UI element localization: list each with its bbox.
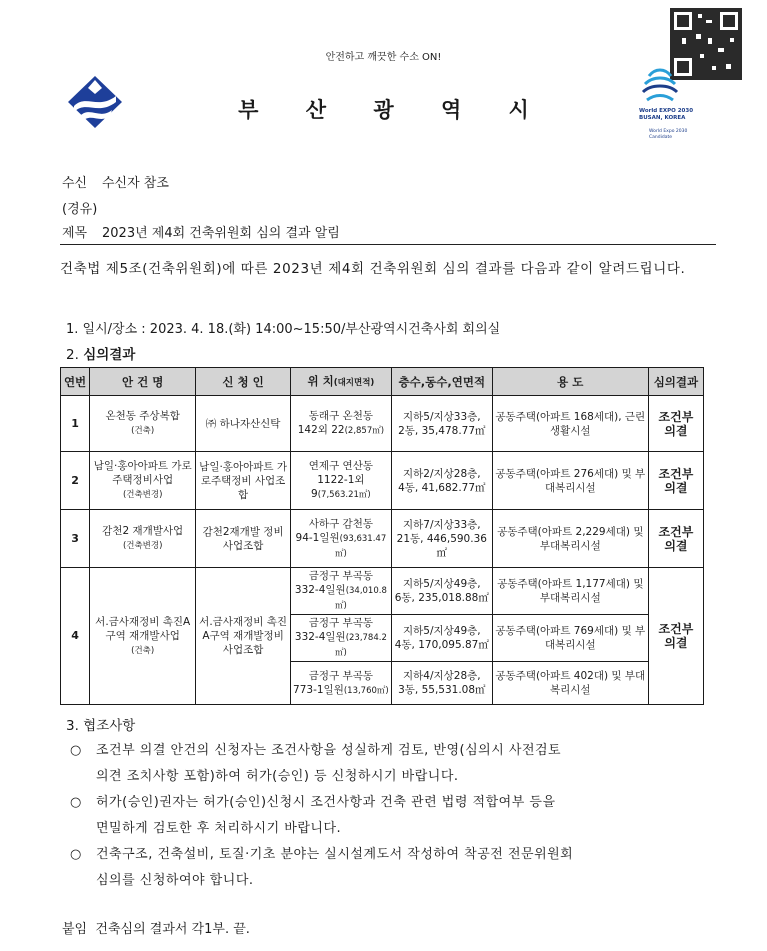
bullet-circle-icon: ○	[70, 847, 82, 862]
row-bldg: 3동, 55,531.08㎡	[398, 684, 486, 696]
row-name-note: (건축)	[131, 426, 155, 436]
row-name	[90, 510, 196, 568]
row-area: (2,857㎡)	[344, 426, 385, 436]
row-use: 공동주택(아파트 276세대) 및 부대복리시설	[492, 452, 648, 510]
table-row	[61, 396, 704, 452]
intro-paragraph: 건축법 제5조(건축위원회)에 따른 2023년 제4회 건축위원회 심의 결과를 다음과 같이 알려드립니다.	[60, 261, 686, 277]
row-location	[290, 615, 391, 662]
col-header-location-main: 위 치	[307, 373, 334, 388]
table-row	[61, 568, 704, 615]
row-location-text: 금정구 부곡동	[308, 617, 373, 629]
row-applicant: ㈜ 하나자산신탁	[196, 396, 291, 452]
row-result: 조건부 의결	[648, 568, 703, 705]
row-name-note: (건축변경)	[122, 541, 163, 551]
row-applicant: 남일·홍아아파트 가로주택정비 사업조합	[196, 452, 291, 510]
row-use: 공동주택(아파트 769세대) 및 부대복리시설	[492, 615, 648, 662]
col-header-name: 안 건 명	[90, 368, 196, 396]
attachment-label: 붙임	[62, 922, 88, 937]
coop-item-line1: 건축구조, 건축설비, 토질·기초 분야는 실시설계도서 작성하여 착공전 전문위원회	[96, 847, 574, 862]
row-bldg: 21동, 446,590.36㎡	[396, 532, 487, 559]
row-no: 2	[61, 452, 90, 510]
row-name-note: (건축)	[131, 645, 155, 656]
row-name	[90, 396, 196, 452]
row-lot: 773-1일원	[293, 683, 344, 696]
col-header-result: 심의결과	[648, 368, 703, 396]
row-use: 공동주택(아파트 2,229세대) 및 부대복리시설	[492, 510, 648, 568]
attachment-text: 건축심의 결과서 각1부. 끝.	[95, 922, 250, 937]
row-bldg: 4동, 41,682.77㎡	[398, 481, 486, 494]
row-area: (23,784.2㎡)	[334, 633, 387, 658]
row-floors	[391, 396, 492, 452]
slogan: 안전하고 깨끗한 수소 ON!	[325, 52, 442, 63]
col-header-location-sub: (대지면적)	[333, 377, 375, 388]
row-lot: 1122-1외 9	[311, 474, 365, 500]
coop-item-line2: 면밀하게 검토한 후 처리하시기 바랍니다.	[96, 821, 342, 836]
row-floors	[391, 568, 492, 615]
row-name-text: 서.금사재정비 촉진A구역 재개발사업	[95, 615, 191, 642]
bullet-circle-icon: ○	[70, 795, 82, 810]
row-lot: 142외 22	[297, 424, 345, 436]
row-no: 4	[61, 568, 90, 705]
table-row	[61, 510, 704, 568]
organization-title: 부 산 광 역 시	[238, 98, 549, 122]
row-floors	[391, 452, 492, 510]
row-bldg: 2동, 35,478.77㎡	[398, 424, 486, 437]
section-title: 심의결과	[83, 347, 136, 363]
bullet-circle-icon: ○	[70, 743, 82, 758]
row-no: 3	[61, 510, 90, 568]
row-area: (13,760㎡)	[343, 685, 389, 696]
table-row	[61, 452, 704, 510]
row-use: 공동주택(아파트 168세대), 근린생활시설	[492, 396, 648, 452]
subject-line	[62, 222, 340, 241]
review-results-table	[60, 367, 704, 705]
coop-item-line2: 의견 조치사항 포함)하여 허가(승인) 등 신청하시기 바랍니다.	[96, 769, 459, 784]
row-applicant: 서.금사재정비 촉진A구역 재개발정비 사업조합	[196, 568, 291, 705]
row-floors-text: 지하2/지상28층,	[402, 467, 481, 480]
col-header-location	[290, 368, 391, 396]
row-floors	[391, 615, 492, 662]
row-area: (93,631.47㎡)	[334, 533, 387, 559]
row-location-text: 연제구 연산동	[308, 460, 373, 472]
coop-item	[70, 842, 720, 894]
via-label: (경유)	[62, 202, 98, 217]
row-bldg: 6동, 235,018.88㎡	[394, 592, 489, 604]
row-area: (34,010.8㎡)	[334, 586, 387, 611]
date-place-line: 1. 일시/장소 : 2023. 4. 18.(화) 14:00~15:50/부산광역시건축사회 회의실	[66, 322, 501, 337]
row-location	[290, 662, 391, 705]
row-location	[290, 568, 391, 615]
row-location	[290, 396, 391, 452]
row-applicant: 감천2재개발 정비사업조합	[196, 510, 291, 568]
col-header-use: 용 도	[492, 368, 648, 396]
subject-value: 2023년 제4회 건축위원회 심의 결과 알림	[102, 226, 340, 241]
section-review-results	[66, 343, 135, 363]
section-number: 2.	[66, 347, 79, 363]
section-cooperation: 3. 협조사항	[66, 718, 136, 734]
col-header-no: 연번	[61, 368, 90, 396]
coop-item	[70, 790, 720, 842]
row-floors	[391, 510, 492, 568]
row-location	[290, 510, 391, 568]
row-lot: 94-1일원	[295, 531, 340, 544]
row-area: (7,563.21㎡)	[317, 490, 371, 500]
header-divider	[60, 244, 716, 245]
recipient-line	[62, 172, 169, 191]
row-location-text: 사하구 감천동	[308, 517, 373, 530]
row-floors-text: 지하4/지상28층,	[402, 670, 481, 682]
row-lot: 332-4일원	[294, 584, 346, 596]
col-header-floors: 층수,동수,연면적	[391, 368, 492, 396]
row-name-note: (건축변경)	[122, 490, 163, 500]
coop-item-line2: 심의를 신청하여야 합니다.	[96, 873, 254, 888]
row-lot: 332-4일원	[294, 631, 346, 643]
row-result: 조건부 의결	[648, 510, 703, 568]
row-floors-text: 지하5/지상49층,	[402, 578, 481, 590]
world-expo-logo	[635, 62, 699, 146]
row-floors-text: 지하7/지상33층,	[402, 518, 481, 531]
row-result: 조건부 의결	[648, 452, 703, 510]
table-header-row	[61, 368, 704, 396]
row-no: 1	[61, 396, 90, 452]
row-name-text: 온천동 주상복합	[105, 410, 180, 422]
row-use: 공동주택(아파트 1,177세대) 및 부대복리시설	[492, 568, 648, 615]
expo-wave-icon	[635, 62, 699, 108]
via-line	[62, 198, 97, 217]
row-bldg: 4동, 170,095.87㎡	[394, 639, 489, 651]
expo-logo-subtext: World Expo 2030 Candidate	[649, 129, 688, 140]
row-location-text: 금정구 부곡동	[308, 570, 373, 582]
coop-item	[70, 738, 720, 790]
recipient-value: 수신자 참조	[102, 176, 169, 191]
row-name	[90, 568, 196, 705]
attachment-line	[62, 918, 250, 937]
coop-item-line1: 조건부 의결 안건의 신청자는 조건사항을 성실하게 검토, 반영(심의시 사전검토	[96, 743, 562, 758]
row-name-text: 감천2 재개발사업	[102, 525, 184, 537]
row-result: 조건부 의결	[648, 396, 703, 452]
subject-label: 제목	[62, 226, 88, 241]
row-floors	[391, 662, 492, 705]
row-location-text: 금정구 부곡동	[308, 669, 373, 682]
row-use: 공동주택(아파트 402대) 및 부대복리시설	[492, 662, 648, 705]
row-floors-text: 지하5/지상33층,	[402, 410, 481, 423]
row-name	[90, 452, 196, 510]
row-floors-text: 지하5/지상49층,	[402, 625, 481, 637]
col-header-applicant: 신 청 인	[196, 368, 291, 396]
coop-item-line1: 허가(승인)권자는 허가(승인)신청시 조건사항과 건축 관련 법령 적합여부 등을	[96, 795, 556, 810]
row-location-text: 동래구 온천동	[308, 410, 373, 422]
expo-logo-text: World EXPO 2030 BUSAN, KOREA	[639, 108, 694, 121]
row-location	[290, 452, 391, 510]
row-name-text: 남일·홍아아파트 가로주택정비사업	[93, 460, 192, 486]
recipient-label: 수신	[62, 176, 88, 191]
